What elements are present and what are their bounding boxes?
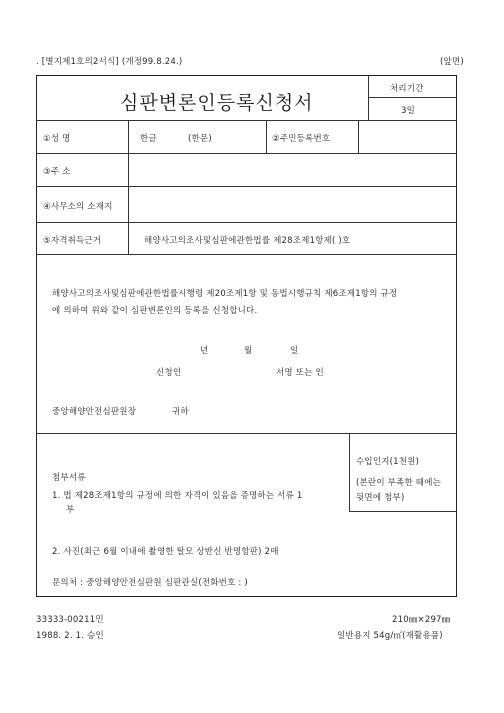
name-hangul-label: 한글 [140,134,157,144]
honorific: 귀하 [172,407,189,417]
office-location-field[interactable] [130,188,455,220]
paper-spec: 일반용지 54g/㎡(재활용품) [337,631,443,641]
divider [349,511,457,512]
signature-label: 서명 또는 인 [276,368,324,378]
form-code: 33333-00211민 [36,615,104,625]
attachments-heading: 첨부서류 [52,473,86,483]
form-title: 심판변론인등록신청서 [120,92,314,114]
paper-size: 210㎜×297㎜ [392,615,451,625]
addressee: 중앙해양안전심판원장 [52,407,137,417]
divider [349,433,350,511]
divider [368,97,457,98]
revenue-stamp-note-1: (본란이 부족한 때에는 [356,478,442,488]
divider [358,120,359,153]
date-month-label: 월 [244,346,253,356]
address-field[interactable] [130,155,455,184]
form-number-header: . [별지제1호의2서식] (개정99.8.24.) [36,57,183,67]
date-day-label: 일 [290,346,299,356]
divider [36,186,457,187]
qualification-basis-value[interactable]: 해양사고의조사및심판에관한법률 제28조제1항제( )호 [144,236,351,246]
attachment-item-1: 1. 법 제28조제1항의 규정에 의한 자격이 있음을 증명하는 서류 1 [52,491,303,501]
divider [36,120,457,121]
date-year-label: 년 [200,346,209,356]
approval-date: 1988. 2. 1. 승인 [36,631,104,641]
attachment-item-2: 2. 사진(최근 6월 이내에 촬영한 탈모 상반신 반명함판) 2매 [52,547,279,557]
qualification-basis-label: ⑤자격취득근거 [43,236,102,246]
statement-line-2: 에 의하여 위와 같이 심판변론인의 등록을 신청합니다. [52,306,258,316]
page-side-label: (앞면) [440,57,464,67]
divider [128,120,129,254]
revenue-stamp-label: 수입인지(1천원) [356,457,420,467]
divider [36,433,457,434]
divider [36,153,457,154]
processing-period-label: 처리기간 [390,84,424,94]
name-label: ①성 명 [43,134,71,144]
divider [266,120,267,153]
attachment-item-1-cont: 부 [66,505,75,515]
divider [36,254,457,255]
name-hanja-label: (한문) [188,134,212,144]
processing-period-value: 3일 [401,106,416,116]
resident-number-label: ②주민등록번호 [272,134,331,144]
resident-number-field[interactable] [360,122,455,151]
revenue-stamp-note-2: 뒷면에 첨부) [356,493,405,503]
divider [36,222,457,223]
address-label: ③주 소 [43,167,71,177]
statement-line-1: 해양사고의조사및심판에관한법률시행령 제20조제1항 및 동법시행규칙 제6조제1항의 규정 [52,289,398,299]
office-location-label: ④사무소의 소재지 [43,202,113,212]
name-field[interactable] [135,145,263,151]
inquiry-contact: 문의처 : 중앙해양안전심판원 심판관실(전화번호 : ) [52,578,248,588]
applicant-label: 신청인 [156,368,182,378]
